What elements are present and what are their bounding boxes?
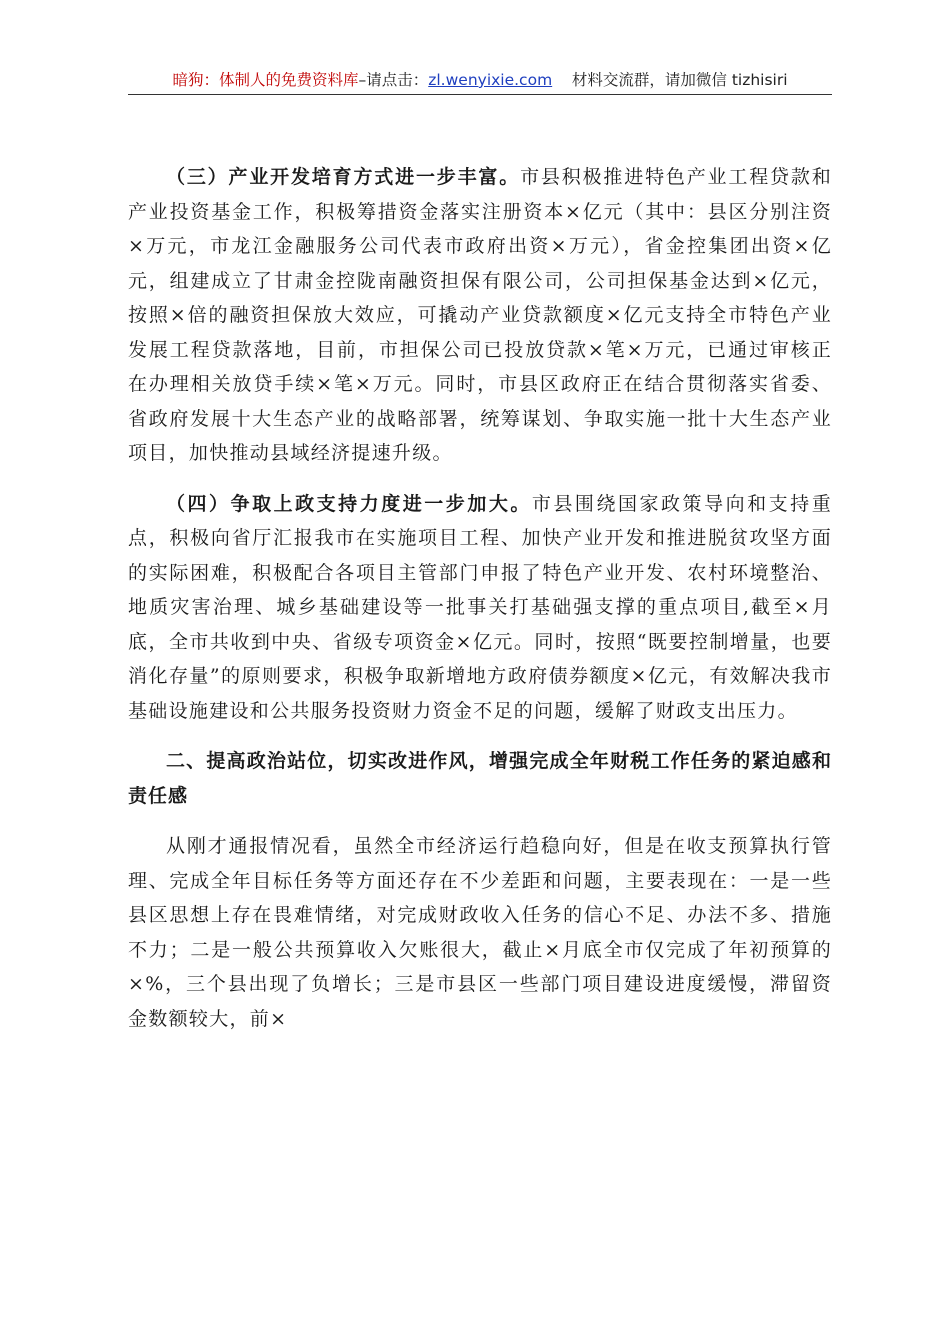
header-contact: 材料交流群，请加微信 tizhisiri [571, 71, 788, 89]
document-body [128, 160, 832, 1036]
paragraph-lead-title: （四）争取上政支持力度进一步加大。 [166, 492, 532, 515]
paragraph-text: 市县积极推进特色产业工程贷款和产业投资基金工作，积极筹措资金落实注册资本×亿元（其中：县区分别注资×万元，市龙江金融服务公司代表市政府出资×万元），省金控集团出资×亿元，组建成立了甘肃金控陇南融资担保有限公司，公司担保基金达到×亿元，按照×倍的融资担保放大效应，可撬动产业贷款额度×亿元支持全市特色产业发展工程贷款落地，目前，市担保公司已投放贷款×笔×万元，已通过审核正在办理相关放贷手续×笔×万元。同时，市县区政府正在结合贯彻落实省委、省政府发展十大生态产业的战略部署，统筹谋划、争取实施一批十大生态产业项目，加快推动县域经济提速升级。 [128, 166, 832, 464]
header-spacer [552, 71, 572, 89]
paragraph-lead-title: （三）产业开发培育方式进一步丰富。 [166, 166, 521, 188]
paragraph-problems [128, 829, 832, 1036]
paragraph-text: 从刚才通报情况看，虽然全市经济运行趋稳向好，但是在收支预算执行管理、完成全年目标任务等方面还存在不少差距和问题，主要表现在：一是一些县区思想上存在畏难情绪，对完成财政收入任务的信心不足、办法不多、措施不力；二是一般公共预算收入欠账很大，截止×月底全市仅完成了年初预算的×%，三个县出现了负增长；三是市县区一些部门项目建设进度缓慢，滞留资金数额较大，前× [128, 835, 832, 1030]
header-prompt: –请点击： [358, 71, 429, 89]
paragraph-text: 市县围绕国家政策导向和支持重点，积极向省厅汇报我市在实施项目工程、加快产业开发和推进脱贫攻坚方面的实际困难，积极配合各项目主管部门申报了特色产业开发、农村环境整治、地质灾害治理、城乡基础建设等一批事关打基础强支撑的重点项目,截至×月底，全市共收到中央、省级专项资金×亿元。同时，按照“既要控制增量，也要消化存量”的原则要求，积极争取新增地方政府债券额度×亿元，有效解决我市基础设施建设和公共服务投资财力资金不足的问题，缓解了财政支出压力。 [128, 492, 832, 722]
page-header [128, 68, 832, 95]
header-brand: 暗狗：体制人的免费资料库 [172, 71, 359, 89]
section-heading-two: 二、提高政治站位，切实改进作风，增强完成全年财税工作任务的紧迫感和责任感 [128, 750, 832, 807]
header-link[interactable]: zl.wenyixie.com [428, 71, 553, 89]
paragraph-policy-support [128, 487, 832, 729]
paragraph-industry-development [128, 160, 832, 471]
